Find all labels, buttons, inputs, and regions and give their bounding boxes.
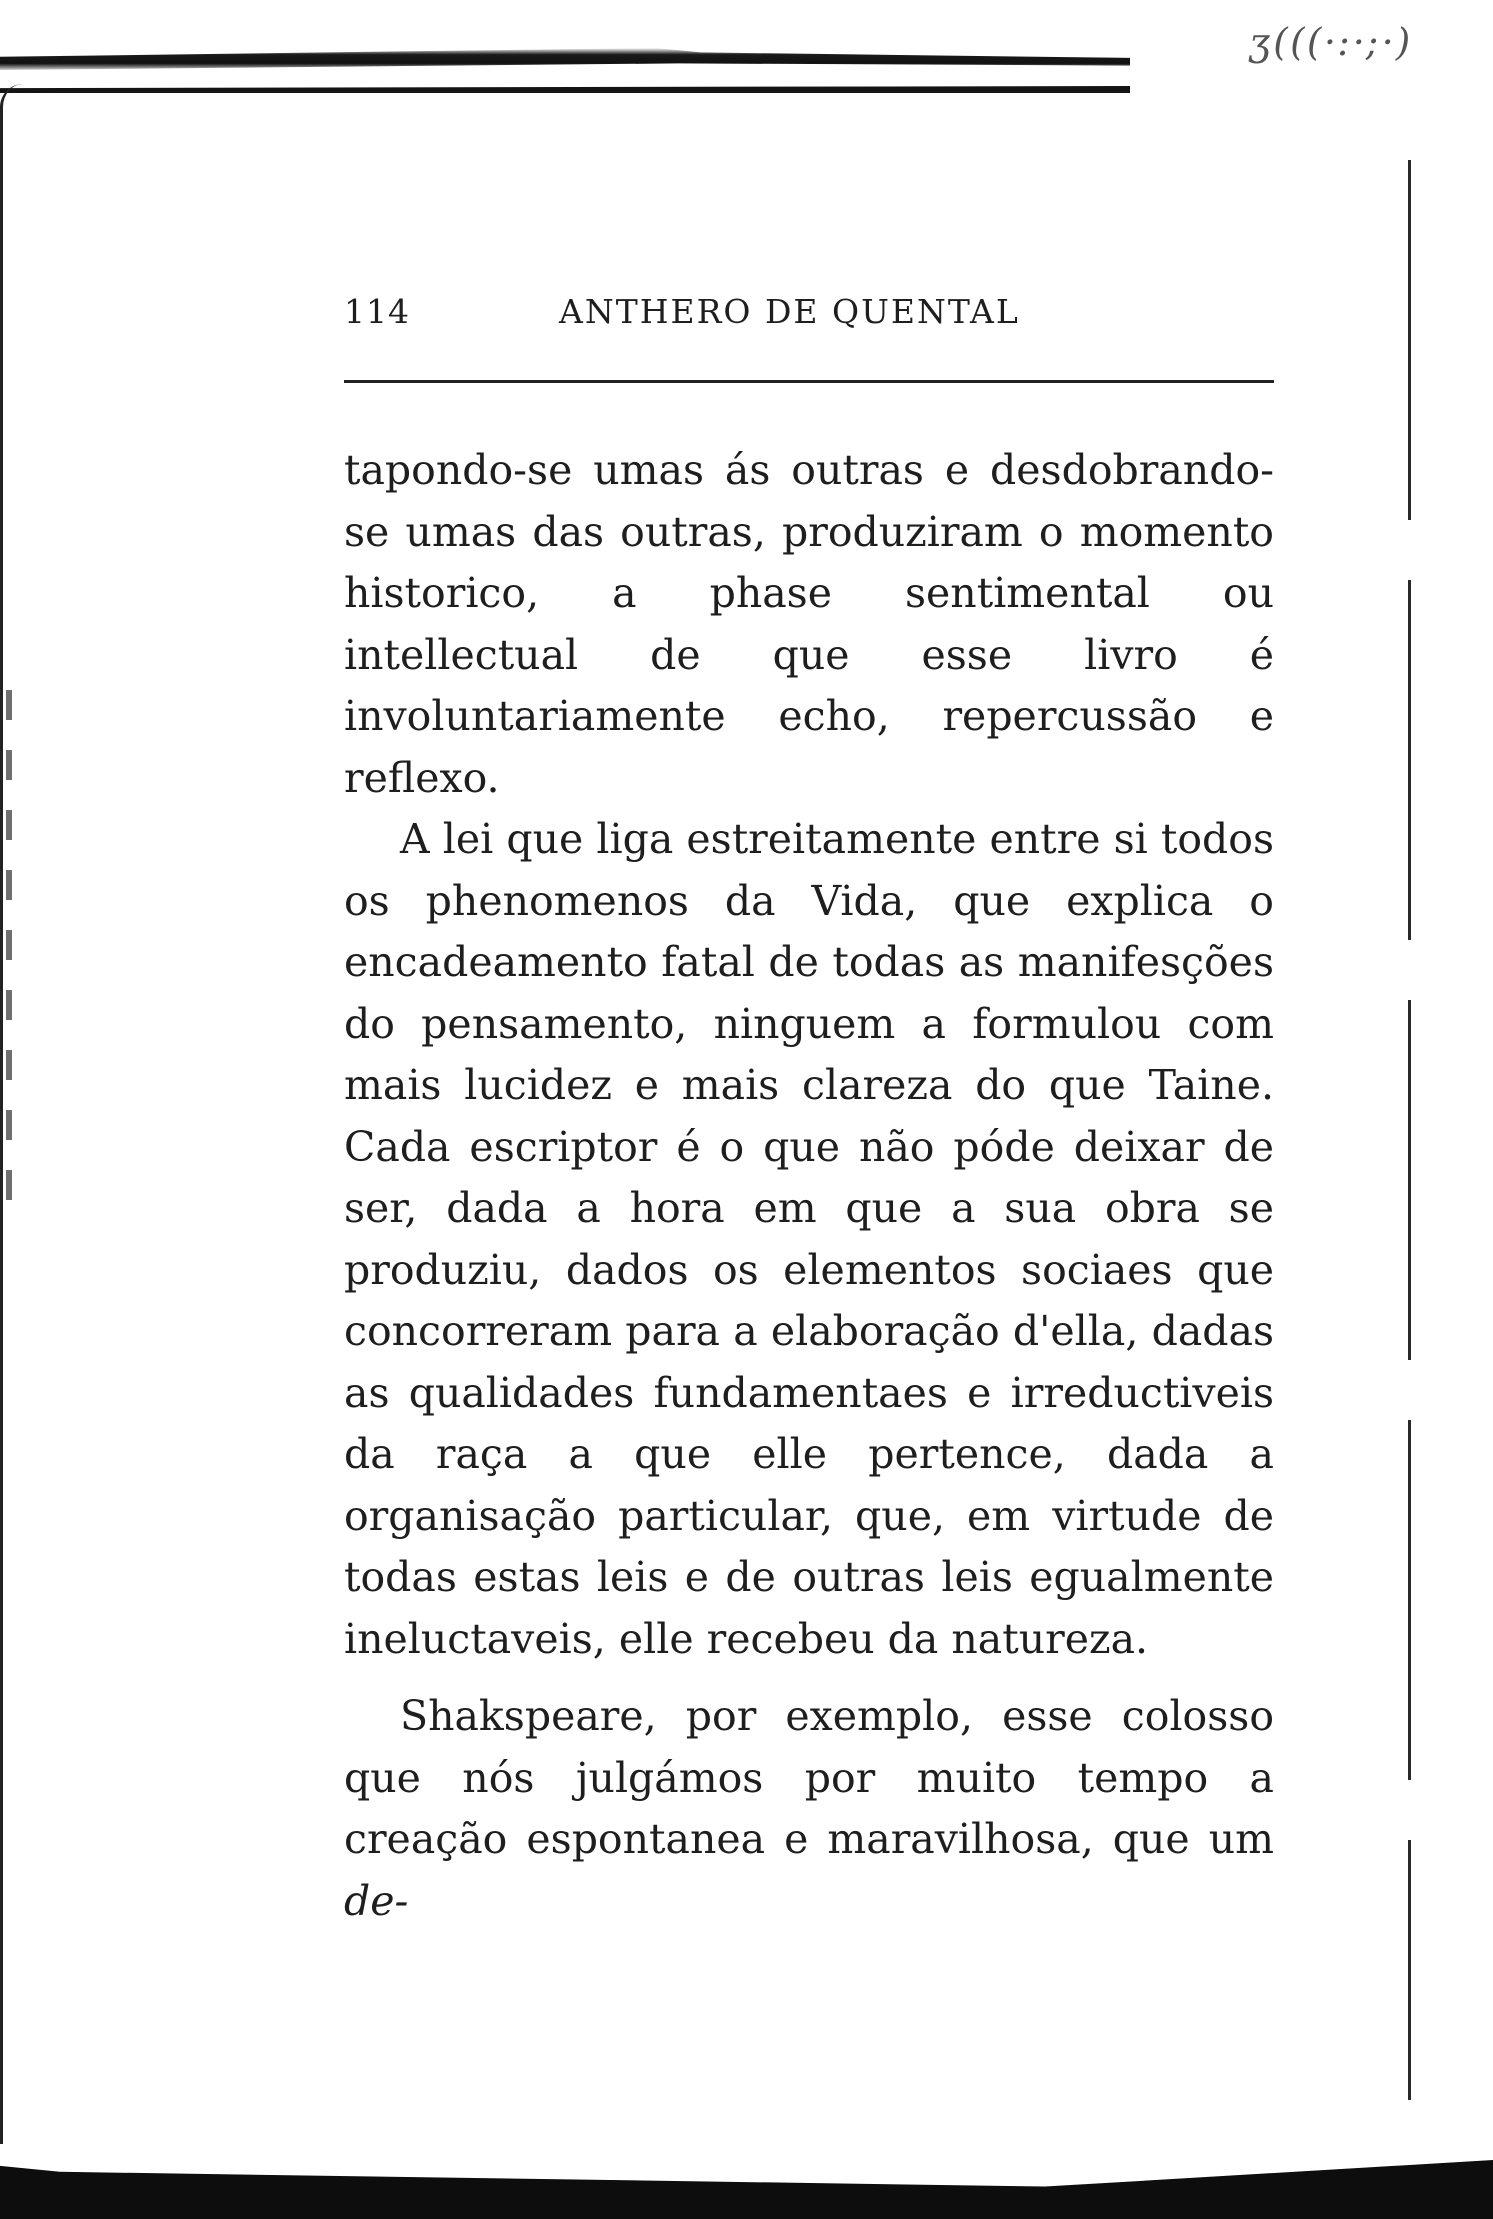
paragraph-text: A lei que liga estreitamente entre si todos os phenomenos da Vida, que explica o encadeamento fatal de todas as manifesções do pensamento, ninguem a formulou com mais lucidez e mais clareza do que Taine. Cada escriptor é o que não póde deixar de ser, dada a hora em que a sua obra se produziu, dados os elementos sociaes que concorreram para a elaboração d'ella, dadas as qualidades fundamentaes e irreductiveis da raça a que elle pertence, dada a organisação particular, que, em virtude de todas estas leis e de outras leis egualmente ineluctaveis, elle recebeu da natureza. xyxy=(344,815,1274,1663)
paragraph-text: Shakspeare, por exemplo, esse colosso que nós julgámos por muito tempo a creação espontanea e maravilhosa, que um xyxy=(344,1692,1274,1863)
scan-left-edge-marks xyxy=(6,690,12,1210)
paragraph-text: tapondo-se umas ás outras e desdobrando-se umas das outras, produziram o momento historico, a phase sentimental ou intellectual de que esse livro é involuntariamente echo, repercussão e reflexo. xyxy=(344,446,1274,802)
scan-bottom-edge-shadow xyxy=(0,2160,1493,2219)
paragraph-italic-end: de- xyxy=(344,1876,409,1925)
scan-top-edge-line xyxy=(0,86,1130,93)
body-text xyxy=(344,440,1274,1932)
page-header xyxy=(344,292,1274,342)
header-rule xyxy=(344,380,1274,383)
paragraph-taine xyxy=(344,809,1274,1670)
scan-right-page-edge xyxy=(1408,160,1411,2100)
paragraph-shakspeare xyxy=(344,1686,1274,1932)
scan-corner-bleedthrough: ʒ(((·:·;·) xyxy=(1246,20,1417,64)
scan-top-edge-shadow xyxy=(0,48,1130,70)
running-head: ANTHERO DE QUENTAL xyxy=(559,292,1020,331)
paragraph-continuation xyxy=(344,440,1274,809)
page-number: 114 xyxy=(344,292,410,331)
